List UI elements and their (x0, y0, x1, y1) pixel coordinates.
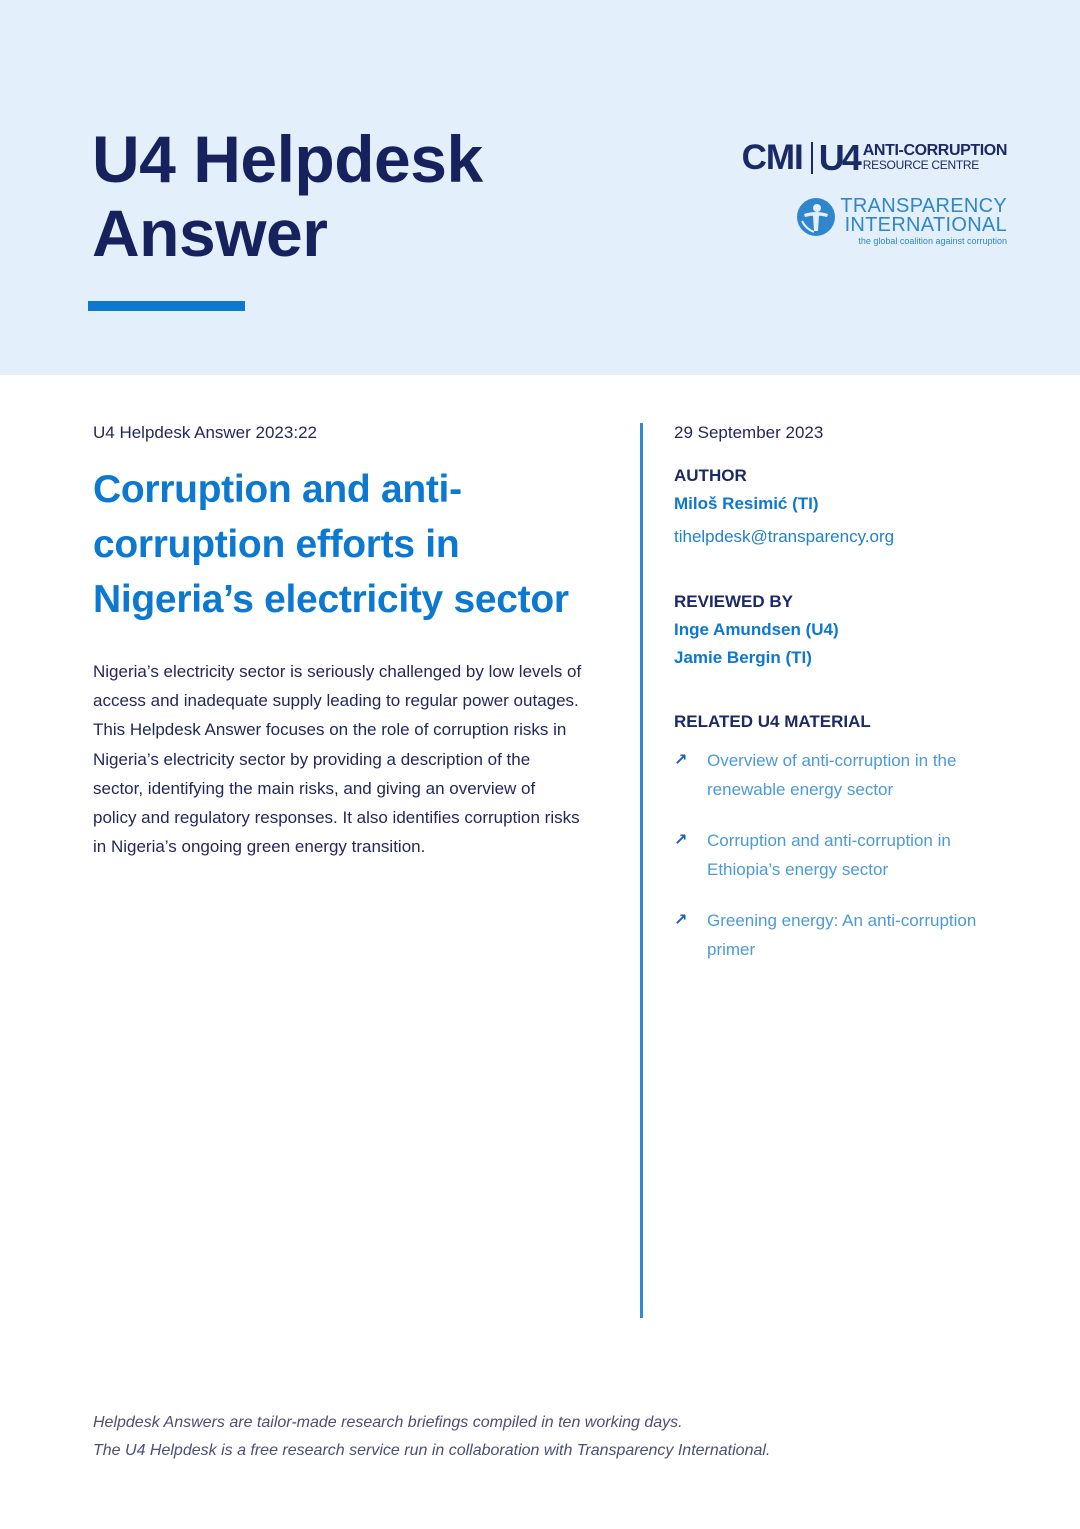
related-item (674, 826, 1014, 884)
u4-logo-mark: U4 (818, 137, 859, 178)
arrow-up-right-icon: ↗ (674, 912, 688, 929)
related-link[interactable]: Greening energy: An anti-corruption primer (707, 911, 977, 959)
arrow-up-right-icon: ↗ (674, 752, 688, 769)
reviewer-name: Jamie Bergin (TI) (674, 648, 812, 667)
series-number: U4 Helpdesk Answer 2023:22 (93, 423, 317, 442)
page-heading (92, 122, 483, 270)
author-email-link[interactable]: tihelpdesk@transparency.org (674, 527, 895, 546)
author-label: AUTHOR (674, 466, 747, 485)
related-material-label: RELATED U4 MATERIAL (674, 712, 871, 731)
footer-note (93, 1409, 770, 1465)
related-link[interactable]: Overview of anti-corruption in the renewable energy sector (707, 751, 957, 799)
ti-logo-line1: TRANSPARENCY (840, 195, 1007, 217)
related-item (674, 746, 1014, 804)
footer-line-2: The U4 Helpdesk is a free research service run in collaboration with Transparency International. (93, 1442, 771, 1459)
arrow-up-right-icon: ↗ (674, 832, 688, 849)
heading-line-1: U4 Helpdesk (92, 122, 483, 196)
transparency-international-logo (796, 197, 1007, 247)
author-name: Miloš Resimić (TI) (674, 494, 819, 513)
main-column (93, 420, 583, 861)
document-title: Corruption and anti-corruption efforts in Nigeria’s electricity sector (93, 468, 569, 621)
related-link[interactable]: Corruption and anti-corruption in Ethiopia’s energy sector (707, 831, 951, 879)
u4-logo-line2: RESOURCE CENTRE (862, 158, 979, 172)
related-item (674, 906, 1014, 964)
u4-logo-line1: ANTI-CORRUPTION (862, 142, 1007, 159)
ti-logo-text (840, 197, 1007, 247)
ti-logo-line2: INTERNATIONAL (844, 214, 1007, 236)
cmi-logo-text: CMI (741, 138, 803, 177)
ti-tagline: the global coalition against corruption (858, 236, 1007, 246)
related-material-list (674, 746, 1014, 964)
u4-logo-text (863, 144, 1007, 172)
sidebar (674, 420, 1014, 986)
reviewer-name: Inge Amundsen (U4) (674, 620, 839, 639)
footer-line-1: Helpdesk Answers are tailor-made research briefings compiled in ten working days. (93, 1414, 683, 1431)
logo-separator (811, 142, 813, 174)
abstract: Nigeria’s electricity sector is seriously challenged by low levels of access and inadequate supply leading to regular power outages. This Helpdesk Answer focuses on the role of corruption risks in Nigeria’s electricity sector by providing a description of the sector, identifying the main risks, and giving an overview of policy and regulatory responses. It also identifies corruption risks in Nigeria’s ongoing green energy transition. (93, 662, 582, 857)
heading-line-2: Answer (92, 196, 328, 270)
reviewed-by-label: REVIEWED BY (674, 592, 794, 611)
cmi-u4-logo (742, 138, 1007, 178)
accent-bar (88, 301, 245, 311)
column-divider (640, 423, 643, 1318)
publication-date: 29 September 2023 (674, 423, 824, 442)
ti-globe-icon (796, 197, 836, 237)
header-banner (0, 0, 1080, 375)
